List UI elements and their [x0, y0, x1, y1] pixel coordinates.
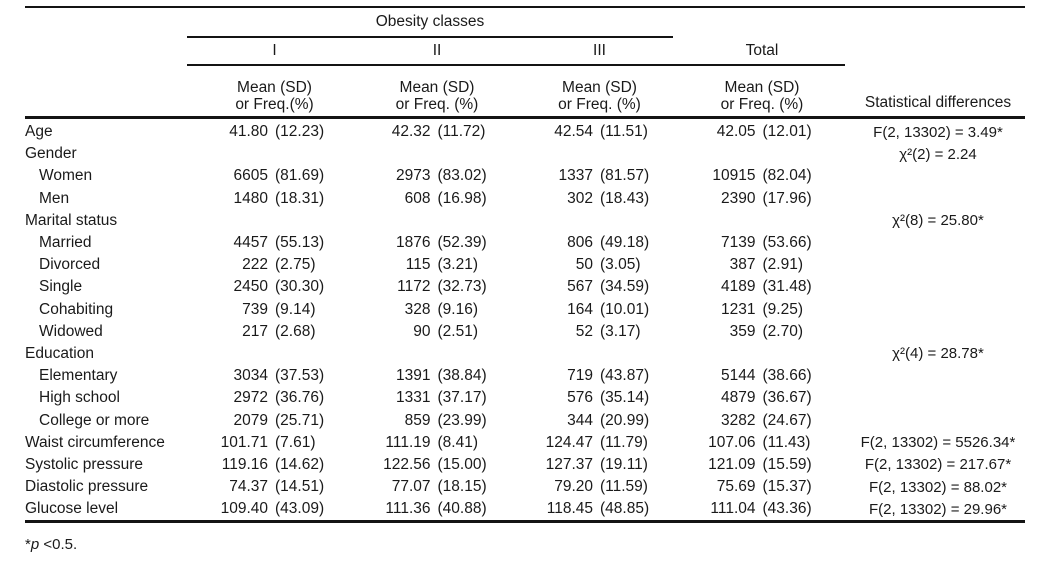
cell-paren: (2.51) — [437, 322, 478, 340]
cell-value: 222 — [242, 256, 268, 274]
cell-paren: (14.62) — [275, 455, 325, 473]
cell-value: 739 — [242, 300, 268, 318]
table-row — [25, 387, 1025, 409]
data-cell — [687, 301, 837, 319]
data-cell — [187, 123, 362, 141]
class-label-ii: II — [432, 42, 442, 59]
data-cell — [512, 389, 687, 407]
data-cell — [687, 190, 837, 208]
cell-paren: (3.17) — [600, 322, 641, 340]
cell-paren: (8.41) — [437, 433, 478, 451]
cell-paren: (12.23) — [275, 123, 325, 141]
stat-cell: F(2, 13302) = 88.02* — [868, 478, 1007, 496]
cell-paren: (34.59) — [600, 278, 650, 296]
cell-value: 2450 — [233, 278, 268, 296]
cell-paren: (11.43) — [762, 433, 811, 451]
cell-value: 567 — [567, 278, 593, 296]
cell-paren: (36.76) — [275, 389, 325, 407]
cell-value: 10915 — [712, 167, 756, 185]
cell-value: 111.04 — [710, 500, 756, 518]
data-cell — [687, 500, 837, 518]
cell-value: 101.71 — [220, 433, 268, 451]
cell-value: 109.40 — [220, 500, 268, 518]
cell-paren: (2.75) — [275, 256, 316, 274]
stat-cell: F(2, 13302) = 217.67* — [864, 456, 1012, 474]
cell-paren: (14.51) — [275, 478, 325, 496]
subheader-line: Mean (SD) — [562, 79, 637, 96]
cell-paren: (2.70) — [762, 322, 803, 340]
cell-value: 1876 — [396, 234, 431, 252]
cell-value: 4189 — [721, 278, 756, 296]
table-row — [25, 232, 1025, 254]
cell-value: 118.45 — [546, 500, 593, 518]
cell-value: 2973 — [396, 167, 431, 185]
cell-value: 4879 — [721, 389, 756, 407]
cell-value: 344 — [567, 411, 593, 429]
cell-value: 1331 — [396, 389, 431, 407]
cell-paren: (48.85) — [600, 500, 650, 518]
row-label: Divorced — [39, 256, 101, 274]
cell-value: 111.19 — [385, 433, 431, 451]
cell-value: 42.54 — [554, 123, 593, 141]
table-row — [25, 165, 1025, 187]
table-row — [25, 365, 1025, 387]
cell-value: 2972 — [233, 389, 268, 407]
data-cell — [687, 323, 837, 341]
data-cell — [512, 500, 687, 518]
data-cell — [362, 389, 512, 407]
cell-value: 7139 — [721, 234, 756, 252]
row-label: Age — [25, 123, 53, 141]
cell-paren: (18.15) — [437, 478, 487, 496]
cell-value: 3034 — [233, 367, 268, 385]
cell-value: 2390 — [721, 189, 756, 207]
total-label: Total — [745, 42, 779, 59]
cell-value: 1391 — [396, 367, 431, 385]
data-cell — [687, 456, 837, 474]
data-cell — [512, 234, 687, 252]
data-cell — [687, 478, 837, 496]
table-row — [25, 476, 1025, 498]
cell-value: 121.09 — [708, 455, 756, 473]
cell-paren: (15.59) — [762, 455, 812, 473]
row-label: Women — [39, 167, 93, 185]
class-labels-row — [25, 38, 1025, 64]
stat-cell: F(2, 13302) = 5526.34* — [860, 434, 1016, 452]
data-cell — [362, 434, 512, 452]
subheader-row — [25, 66, 1025, 116]
stat-cell: F(2, 13302) = 29.96* — [868, 500, 1007, 518]
cell-paren: (55.13) — [275, 234, 325, 252]
stat-cell: χ²(8) = 25.80* — [892, 212, 984, 230]
cell-paren: (25.71) — [275, 411, 325, 429]
table-row — [25, 254, 1025, 276]
cell-value: 1480 — [233, 189, 268, 207]
row-label: Gender — [25, 145, 77, 163]
table-row — [25, 454, 1025, 476]
table-row — [25, 343, 1025, 365]
cell-paren: (38.84) — [437, 367, 487, 385]
data-cell — [187, 389, 362, 407]
data-cell — [187, 434, 362, 452]
cell-value: 50 — [575, 256, 593, 274]
data-cell — [187, 478, 362, 496]
cell-value: 122.56 — [383, 455, 431, 473]
data-cell — [362, 167, 512, 185]
subheader-line: or Freq. (%) — [395, 96, 479, 113]
cell-paren: (11.59) — [600, 478, 648, 496]
data-cell — [362, 278, 512, 296]
table-body — [25, 119, 1025, 520]
table-row — [25, 210, 1025, 232]
cell-paren: (32.73) — [437, 278, 487, 296]
data-cell — [187, 367, 362, 385]
cell-value: 217 — [242, 322, 268, 340]
footnote-text: <0.5. — [39, 536, 78, 554]
group-header-row — [25, 8, 1025, 36]
data-cell — [187, 301, 362, 319]
data-cell — [362, 323, 512, 341]
data-cell — [687, 167, 837, 185]
cell-paren: (38.66) — [762, 367, 812, 385]
table-row — [25, 188, 1025, 210]
data-cell — [687, 234, 837, 252]
data-cell — [512, 456, 687, 474]
cell-paren: (9.16) — [437, 300, 478, 318]
cell-paren: (10.01) — [600, 300, 650, 318]
row-label: Marital status — [25, 211, 118, 229]
data-cell — [187, 412, 362, 430]
table-row — [25, 121, 1025, 143]
data-cell — [512, 412, 687, 430]
subheader-line: or Freq.(%) — [235, 96, 314, 113]
subheader-line: Mean (SD) — [399, 79, 475, 96]
cell-value: 42.05 — [716, 123, 756, 141]
class-label-iii: III — [593, 42, 606, 59]
cell-paren: (37.53) — [275, 367, 325, 385]
cell-value: 74.37 — [229, 478, 268, 496]
data-cell — [362, 234, 512, 252]
cell-paren: (83.02) — [437, 167, 487, 185]
cell-paren: (36.67) — [762, 389, 812, 407]
cell-paren: (43.09) — [275, 500, 325, 518]
obesity-classes-header: Obesity classes — [375, 13, 485, 30]
table-row — [25, 321, 1025, 343]
cell-value: 4457 — [233, 234, 268, 252]
cell-value: 111.36 — [385, 500, 431, 518]
cell-value: 75.69 — [716, 478, 756, 496]
cell-paren: (81.57) — [600, 167, 650, 185]
table-row — [25, 432, 1025, 454]
cell-paren: (3.21) — [437, 256, 478, 274]
data-cell — [512, 301, 687, 319]
stat-cell: χ²(4) = 28.78* — [892, 345, 984, 363]
cell-paren: (18.43) — [600, 189, 650, 207]
bottom-rule — [25, 520, 1025, 523]
row-label: College or more — [39, 411, 150, 429]
cell-value: 107.06 — [708, 433, 756, 451]
cell-paren: (35.14) — [600, 389, 650, 407]
data-cell — [512, 323, 687, 341]
subheader-col-2 — [362, 79, 512, 116]
row-label: Systolic pressure — [25, 455, 144, 473]
cell-paren: (16.98) — [437, 189, 487, 207]
data-cell — [512, 167, 687, 185]
data-cell — [687, 412, 837, 430]
row-label: Cohabiting — [39, 300, 114, 318]
row-label: Glucose level — [25, 500, 119, 518]
cell-value: 2079 — [233, 411, 268, 429]
subheader-line: or Freq. (%) — [720, 96, 804, 113]
cell-value: 302 — [567, 189, 593, 207]
data-cell — [187, 167, 362, 185]
subheader-col-total — [687, 79, 837, 116]
cell-value: 359 — [729, 322, 756, 340]
cell-paren: (43.36) — [762, 500, 812, 518]
cell-paren: (17.96) — [762, 189, 812, 207]
cell-paren: (12.01) — [762, 123, 812, 141]
cell-paren: (11.72) — [437, 123, 486, 141]
cell-value: 79.20 — [554, 478, 593, 496]
data-cell — [687, 256, 837, 274]
data-cell — [362, 367, 512, 385]
table-row — [25, 498, 1025, 520]
data-cell — [362, 478, 512, 496]
data-cell — [187, 456, 362, 474]
cell-paren: (52.39) — [437, 234, 487, 252]
cell-paren: (30.30) — [275, 278, 325, 296]
data-cell — [187, 323, 362, 341]
data-cell — [512, 256, 687, 274]
cell-value: 115 — [405, 256, 431, 274]
cell-value: 1337 — [558, 167, 593, 185]
cell-value: 328 — [404, 300, 431, 318]
cell-value: 77.07 — [391, 478, 431, 496]
cell-paren: (2.91) — [762, 256, 803, 274]
cell-paren: (19.11) — [600, 455, 648, 473]
data-cell — [187, 234, 362, 252]
cell-value: 806 — [567, 234, 593, 252]
cell-value: 387 — [729, 256, 756, 274]
data-cell — [512, 190, 687, 208]
subheader-col-3 — [512, 79, 687, 116]
subheader-line: Mean (SD) — [237, 79, 312, 96]
cell-value: 124.47 — [545, 433, 593, 451]
data-cell — [687, 278, 837, 296]
cell-value: 6605 — [233, 167, 268, 185]
subheader-line: Mean (SD) — [724, 79, 800, 96]
cell-paren: (11.51) — [600, 123, 648, 141]
data-cell — [362, 123, 512, 141]
statistical-differences-header: Statistical differences — [864, 94, 1012, 111]
cell-paren: (11.79) — [600, 433, 648, 451]
data-cell — [187, 256, 362, 274]
footnote-star: * — [25, 536, 31, 554]
cell-paren: (31.48) — [762, 278, 812, 296]
cell-paren: (43.87) — [600, 367, 650, 385]
cell-paren: (9.25) — [762, 300, 803, 318]
cell-paren: (23.99) — [437, 411, 487, 429]
cell-paren: (3.05) — [600, 256, 641, 274]
data-cell — [187, 190, 362, 208]
cell-paren: (24.67) — [762, 411, 812, 429]
subheader-line: or Freq. (%) — [558, 96, 641, 113]
class-label-i: I — [272, 42, 277, 59]
cell-paren: (37.17) — [437, 389, 487, 407]
cell-paren: (18.31) — [275, 189, 325, 207]
row-label: Diastolic pressure — [25, 478, 149, 496]
table-row — [25, 299, 1025, 321]
data-cell — [187, 278, 362, 296]
data-cell — [687, 123, 837, 141]
cell-paren: (15.00) — [437, 455, 487, 473]
cell-paren: (40.88) — [437, 500, 487, 518]
cell-paren: (81.69) — [275, 167, 325, 185]
data-cell — [362, 500, 512, 518]
data-cell — [512, 278, 687, 296]
row-label: Education — [25, 344, 94, 362]
data-cell — [512, 123, 687, 141]
cell-paren: (15.37) — [762, 478, 812, 496]
data-cell — [512, 434, 687, 452]
cell-value: 119.16 — [221, 455, 268, 473]
cell-value: 1231 — [721, 300, 756, 318]
cell-value: 90 — [413, 322, 431, 340]
cell-value: 5144 — [721, 367, 756, 385]
table-row — [25, 276, 1025, 298]
data-cell — [687, 367, 837, 385]
cell-value: 52 — [575, 322, 593, 340]
table-row — [25, 409, 1025, 431]
cell-paren: (82.04) — [762, 167, 812, 185]
cell-value: 719 — [567, 367, 593, 385]
cell-paren: (49.18) — [600, 234, 650, 252]
cell-value: 1172 — [397, 278, 431, 296]
data-cell — [512, 367, 687, 385]
table-row — [25, 143, 1025, 165]
cell-paren: (7.61) — [275, 433, 316, 451]
data-cell — [362, 412, 512, 430]
subheader-col-1 — [187, 79, 362, 116]
cell-paren: (20.99) — [600, 411, 650, 429]
data-cell — [187, 500, 362, 518]
stat-cell: χ²(2) = 2.24 — [899, 145, 977, 163]
footnote-p-symbol: p — [30, 536, 40, 554]
cell-paren: (2.68) — [275, 322, 316, 340]
cell-value: 859 — [404, 411, 431, 429]
data-cell — [512, 478, 687, 496]
cell-value: 42.32 — [391, 123, 431, 141]
data-cell — [362, 190, 512, 208]
cell-value: 164 — [567, 300, 593, 318]
cell-paren: (53.66) — [762, 234, 812, 252]
row-label: Single — [39, 278, 83, 296]
row-label: Married — [39, 234, 92, 252]
cell-value: 127.37 — [545, 455, 593, 473]
cell-value: 3282 — [721, 411, 756, 429]
row-label: High school — [39, 389, 120, 407]
data-cell — [362, 301, 512, 319]
cell-value: 608 — [404, 189, 431, 207]
cell-value: 41.80 — [229, 123, 268, 141]
data-cell — [362, 256, 512, 274]
data-cell — [687, 434, 837, 452]
data-cell — [687, 389, 837, 407]
row-label: Men — [39, 189, 70, 207]
cell-paren: (9.14) — [275, 300, 316, 318]
row-label: Waist circumference — [25, 433, 165, 451]
data-cell — [362, 456, 512, 474]
stat-cell: F(2, 13302) = 3.49* — [873, 123, 1003, 141]
statistics-table — [25, 6, 1025, 553]
row-label: Widowed — [39, 322, 103, 340]
footnote — [25, 536, 1025, 553]
row-label: Elementary — [39, 367, 118, 385]
cell-value: 576 — [567, 389, 593, 407]
